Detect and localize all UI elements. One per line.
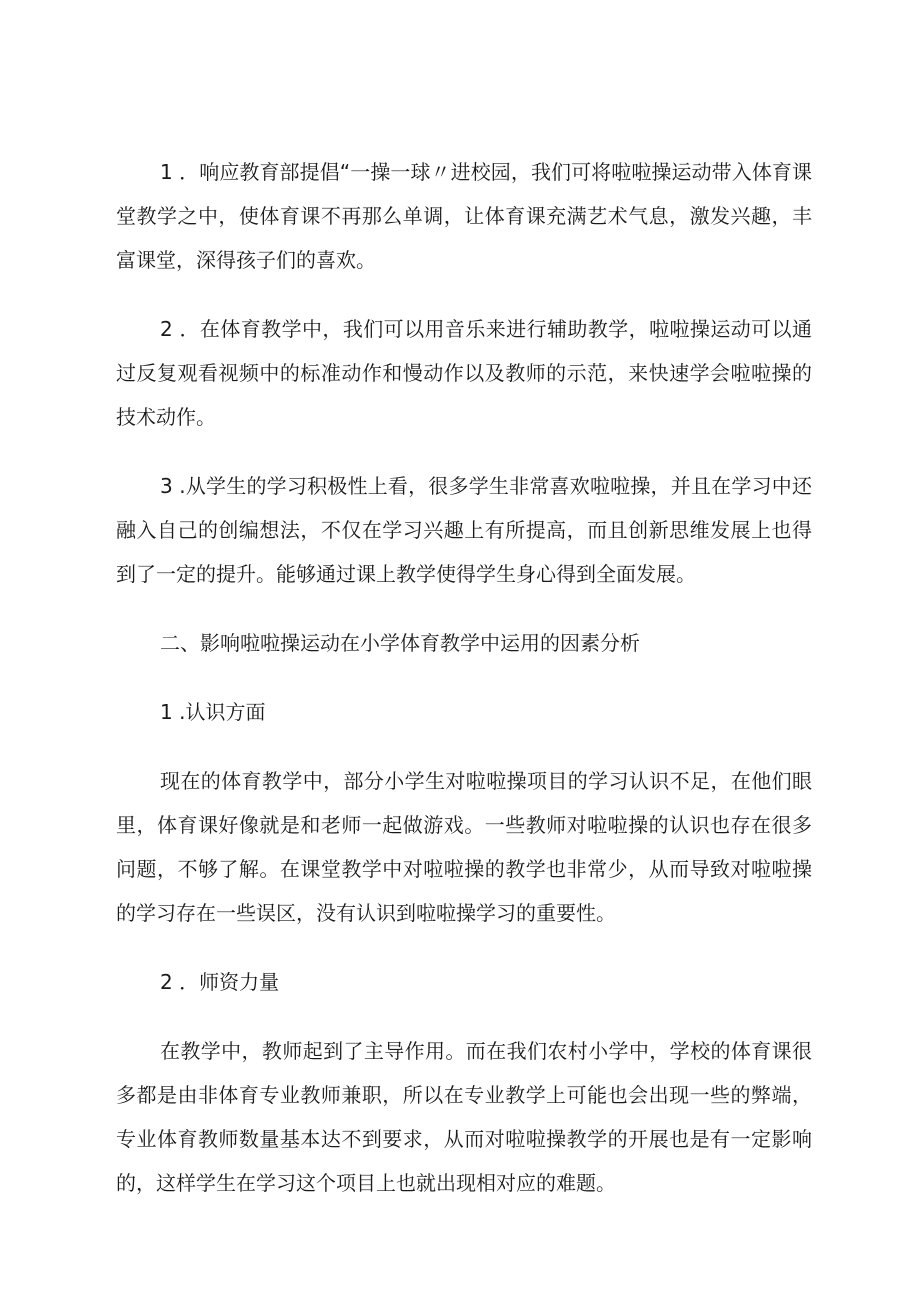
document-body [116, 150, 812, 1230]
subheading-teachers: 2 ．师资力量 [160, 970, 280, 994]
subheading-cognition: 1 .认识方面 [160, 700, 266, 724]
paragraph-point-2: 2 ．在体育教学中，我们可以用音乐来进行辅助教学，啦啦操运动可以通过反复观看视频中的标准动作和慢动作以及教师的示范，来快速学会啦啦操的技术动作。 [116, 317, 812, 429]
paragraph-point-1: 1 ．响应教育部提倡“一操一球〃进校园，我们可将啦啦操运动带入体育课堂教学之中，使体育课不再那么单调，让体育课充满艺术气息，激发兴趣，丰富课堂，深得孩子们的喜欢。 [116, 160, 812, 272]
paragraph-teachers: 在教学中，教师起到了主导作用。而在我们农村小学中，学校的体育课很多都是由非体育专业教师兼职，所以在专业教学上可能也会出现一些的弊端，专业体育教师数量基本达不到要求，从而对啦啦操教学的开展也是有一定影响的，这样学生在学习这个项目上也就出现相对应的难题。 [116, 1039, 812, 1195]
paragraph-point-3: 3 .从学生的学习积极性上看，很多学生非常喜欢啦啦操，并且在学习中还融入自己的创编想法，不仅在学习兴趣上有所提高，而且创新思维发展上也得到了一定的提升。能够通过课上教学使得学生身心得到全面发展。 [116, 474, 812, 586]
section-heading: 二、影响啦啦操运动在小学体育教学中运用的因素分析 [160, 631, 640, 655]
paragraph-cognition: 现在的体育教学中，部分小学生对啦啦操项目的学习认识不足，在他们眼里，体育课好像就是和老师一起做游戏。一些教师对啦啦操的认识也存在很多问题，不够了解。在课堂教学中对啦啦操的教学也非常少，从而导致对啦啦操的学习存在一些误区，没有认识到啦啦操学习的重要性。 [116, 769, 812, 925]
